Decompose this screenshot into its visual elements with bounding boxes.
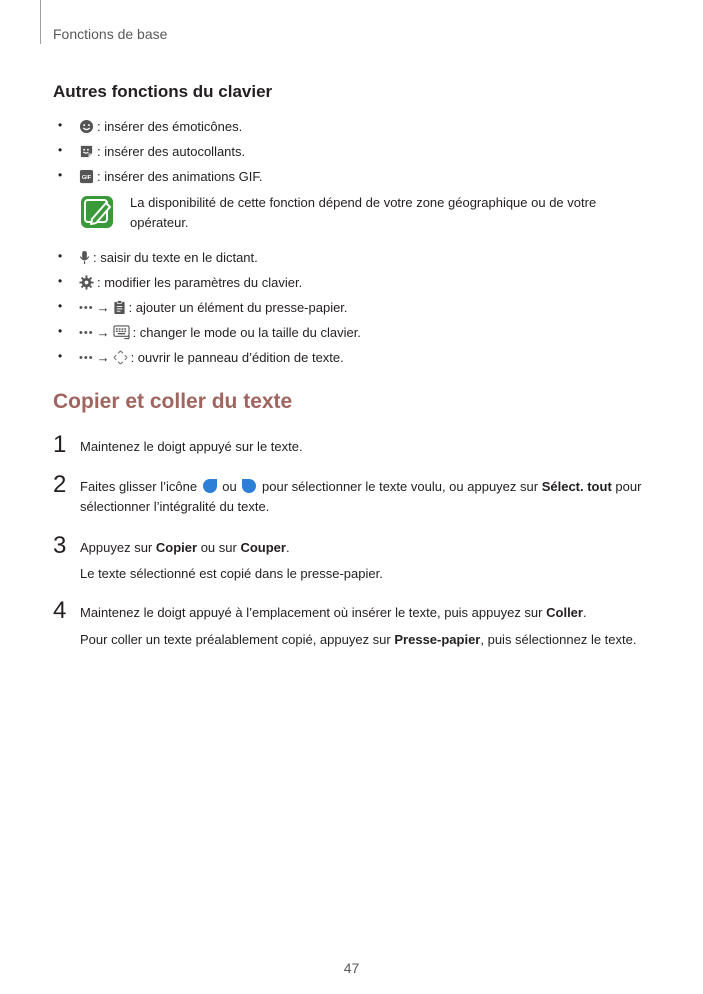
list-item: • GIF : insérer des animations GIF. [58, 168, 263, 184]
note-icon [80, 195, 114, 234]
list-item: • : insérer des autocollants. [58, 143, 246, 159]
step-number: 4 [53, 597, 67, 624]
text-editing-icon [113, 350, 128, 365]
list-item: • : insérer des émoticônes. [58, 118, 243, 134]
page-header: Fonctions de base [53, 26, 168, 42]
emoticon-icon [79, 119, 94, 134]
list-item: • ••• → : ouvrir le panneau d’édition de texte. [58, 349, 344, 365]
header-rule [40, 0, 41, 44]
list-item: • : saisir du texte en le dictant. [58, 249, 258, 265]
clipboard-icon [113, 300, 126, 315]
list-item: • ••• → : changer le mode ou la taille du clavier. [58, 324, 361, 340]
gear-icon [79, 275, 94, 290]
step-text: Faites glisser l’icône ou pour sélectionner le texte voulu, ou appuyez sur Sélect. tout pour sélectionner l’intégralité du texte. [80, 479, 642, 514]
bullet-list-bottom [55, 245, 655, 370]
section-heading: Autres fonctions du clavier [53, 82, 273, 101]
copy-label: Copier [155, 540, 198, 555]
gif-icon [79, 169, 94, 184]
step-text: Appuyez sur Copier ou sur Couper. [80, 540, 290, 555]
bullet-text: : saisir du texte en le dictant. [93, 250, 258, 265]
bullet-text: : changer le mode ou la taille du clavier. [132, 325, 361, 340]
bullet-text: : insérer des animations GIF. [97, 169, 263, 184]
microphone-icon [79, 250, 90, 265]
arrow: → [96, 300, 110, 315]
selection-handle-left-icon [203, 479, 217, 493]
paste-label: Coller [546, 605, 583, 620]
keyboard-icon [113, 325, 130, 340]
bullet-text: : insérer des émoticônes. [97, 119, 243, 134]
note-text: La disponibilité de cette fonction dépend de votre zone géographique ou de votre opérateur. [130, 195, 597, 230]
bullet-text: : ouvrir le panneau d’édition de texte. [130, 350, 344, 365]
step-number: 3 [53, 532, 67, 559]
select-all-label: Sélect. tout [541, 479, 612, 494]
step-subtext: Le texte sélectionné est copié dans le presse-papier. [80, 566, 383, 581]
step-text: Maintenez le doigt appuyé à l’emplacement où insérer le texte, puis appuyez sur Coller. [80, 605, 587, 620]
bullet-text: : modifier les paramètres du clavier. [97, 275, 303, 290]
clipboard-label: Presse-papier [394, 632, 481, 647]
bullet-text: : insérer des autocollants. [97, 144, 246, 159]
note-box [80, 193, 650, 241]
selection-handle-right-icon [242, 479, 256, 493]
sticker-icon [79, 144, 94, 159]
list-item: • ••• → : ajouter un élément du presse-papier. [58, 299, 348, 315]
step-number: 2 [53, 471, 67, 498]
more-options-icon: ••• [79, 301, 94, 314]
bullet-list-top [55, 114, 655, 189]
bullet-text: : ajouter un élément du presse-papier. [128, 300, 348, 315]
cut-label: Couper [240, 540, 286, 555]
more-options-icon: ••• [79, 326, 94, 339]
svg-text:GIF: GIF [81, 174, 92, 181]
arrow: → [96, 325, 110, 340]
more-options-icon: ••• [79, 351, 94, 364]
page-number: 47 [343, 960, 360, 976]
step-subtext: Pour coller un texte préalablement copié, appuyez sur Presse-papier, puis sélectionnez le texte. [80, 632, 637, 647]
step-text: Maintenez le doigt appuyé sur le texte. [80, 439, 303, 454]
list-item: • : modifier les paramètres du clavier. [58, 274, 303, 290]
arrow: → [96, 350, 110, 365]
step-number: 1 [53, 431, 67, 458]
copy-paste-heading: Copier et coller du texte [53, 390, 293, 413]
